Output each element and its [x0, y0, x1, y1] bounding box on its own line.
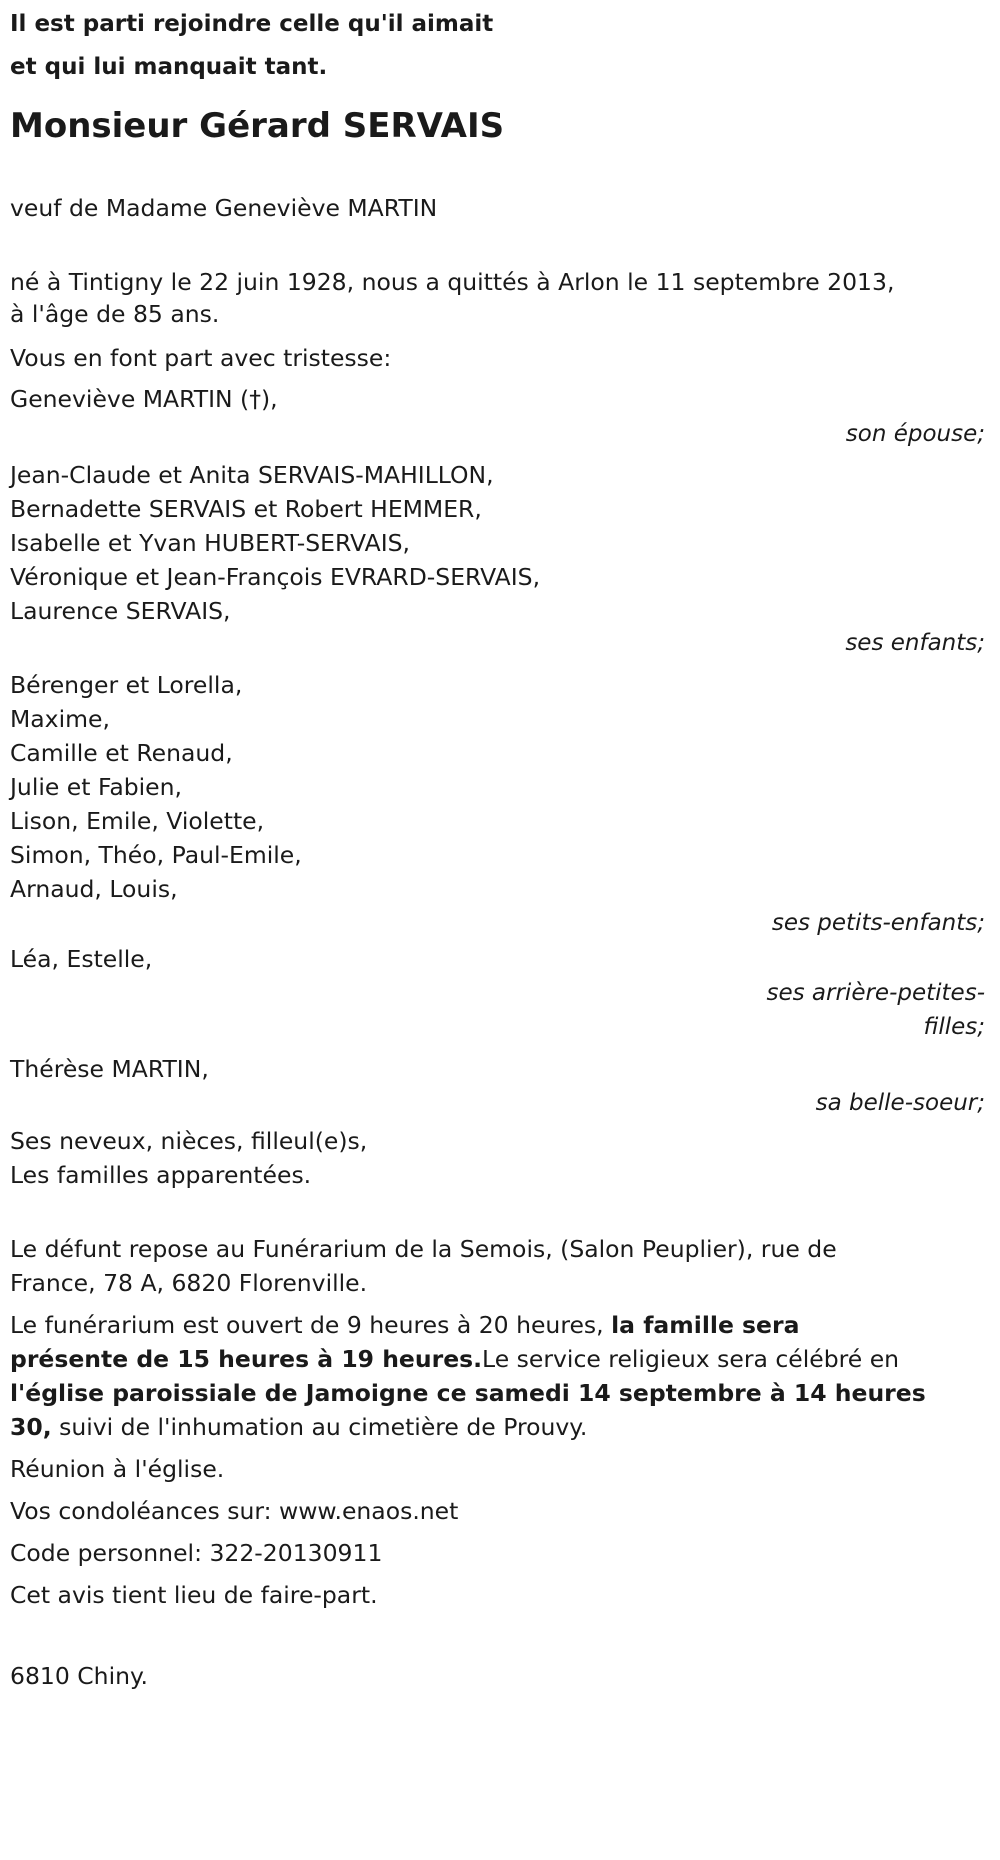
obituary-notice	[10, 0, 985, 1696]
family-group-sister-in-law	[10, 1052, 985, 1120]
family-name: Julie et Fabien,	[10, 773, 182, 801]
family-name: Véronique et Jean-François EVRARD-SERVAIS,	[10, 563, 541, 591]
family-name: Laurence SERVAIS,	[10, 597, 231, 625]
meeting-line: Réunion à l'église.	[10, 1455, 225, 1483]
family-group-grandchildren	[10, 668, 985, 940]
birth-death-line-1: né à Tintigny le 22 juin 1928, nous a quittés à Arlon le 11 septembre 2013,	[10, 268, 895, 296]
notice-line: Cet avis tient lieu de faire-part.	[10, 1581, 378, 1609]
service-text-bold: présente de 15 heures à 19 heures.	[10, 1345, 483, 1373]
family-name: Geneviève MARTIN (†),	[10, 385, 278, 413]
family-relation: ses petits-enfants;	[771, 910, 985, 936]
intro-line-1: Il est parti rejoindre celle qu'il aimait	[10, 11, 494, 37]
code-line: Code personnel: 322-20130911	[10, 1539, 383, 1567]
family-name: Simon, Théo, Paul-Emile,	[10, 841, 302, 869]
others-line: Ses neveux, nièces, filleul(e)s,	[10, 1127, 368, 1155]
family-name: Lison, Emile, Violette,	[10, 807, 265, 835]
service-line-4	[10, 1410, 985, 1444]
family-name: Jean-Claude et Anita SERVAIS-MAHILLON,	[10, 461, 494, 489]
family-relation-line-2: filles;	[923, 1014, 985, 1040]
widow-line: veuf de Madame Geneviève MARTIN	[10, 194, 438, 222]
birth-death-info	[10, 266, 985, 330]
family-relation-line-1: ses arrière-petites-	[766, 980, 985, 1006]
service-text-bold: l'église paroissiale de Jamoigne ce samedi 14 septembre à 14 heures	[10, 1379, 926, 1407]
city-line: 6810 Chiny.	[10, 1662, 149, 1690]
service-line-1	[10, 1308, 985, 1342]
family-relation: son épouse;	[845, 421, 985, 447]
family-group-great-grandchildren	[10, 942, 985, 1044]
family-name: Bérenger et Lorella,	[10, 671, 243, 699]
intro-quote	[10, 0, 985, 92]
announce-line: Vous en font part avec tristesse:	[10, 344, 392, 372]
family-name: Léa, Estelle,	[10, 945, 153, 973]
service-text: suivi de l'inhumation au cimetière de Prouvy.	[51, 1413, 588, 1441]
family-name: Maxime,	[10, 705, 110, 733]
rest-place-line-1: Le défunt repose au Funérarium de la Semois, (Salon Peuplier), rue de	[10, 1235, 837, 1263]
birth-death-line-2: à l'âge de 85 ans.	[10, 300, 220, 328]
rest-place-info	[10, 1232, 985, 1300]
family-relation: sa belle-soeur;	[815, 1090, 985, 1116]
family-name: Camille et Renaud,	[10, 739, 233, 767]
service-text-bold: 30,	[10, 1413, 52, 1441]
service-text-bold: la famille sera	[611, 1311, 800, 1339]
service-info	[10, 1308, 985, 1444]
rest-place-line-2: France, 78 A, 6820 Florenville.	[10, 1269, 368, 1297]
condolences-line: Vos condoléances sur: www.enaos.net	[10, 1497, 459, 1525]
family-group-children	[10, 458, 985, 658]
family-relation: ses enfants;	[845, 630, 985, 656]
service-text: Le funérarium est ouvert de 9 heures à 20 heures,	[10, 1311, 612, 1339]
service-text: Le service religieux sera célébré en	[482, 1345, 900, 1373]
service-line-3	[10, 1376, 985, 1410]
family-name: Arnaud, Louis,	[10, 875, 178, 903]
family-name: Bernadette SERVAIS et Robert HEMMER,	[10, 495, 482, 523]
family-name: Isabelle et Yvan HUBERT-SERVAIS,	[10, 529, 411, 557]
deceased-name: Monsieur Gérard SERVAIS	[10, 106, 505, 146]
family-name: Thérèse MARTIN,	[10, 1055, 209, 1083]
others-line: Les familles apparentées.	[10, 1161, 312, 1189]
service-line-2	[10, 1342, 985, 1376]
family-group-spouse	[10, 378, 985, 448]
family-others	[10, 1124, 985, 1192]
intro-line-2: et qui lui manquait tant.	[10, 54, 328, 80]
